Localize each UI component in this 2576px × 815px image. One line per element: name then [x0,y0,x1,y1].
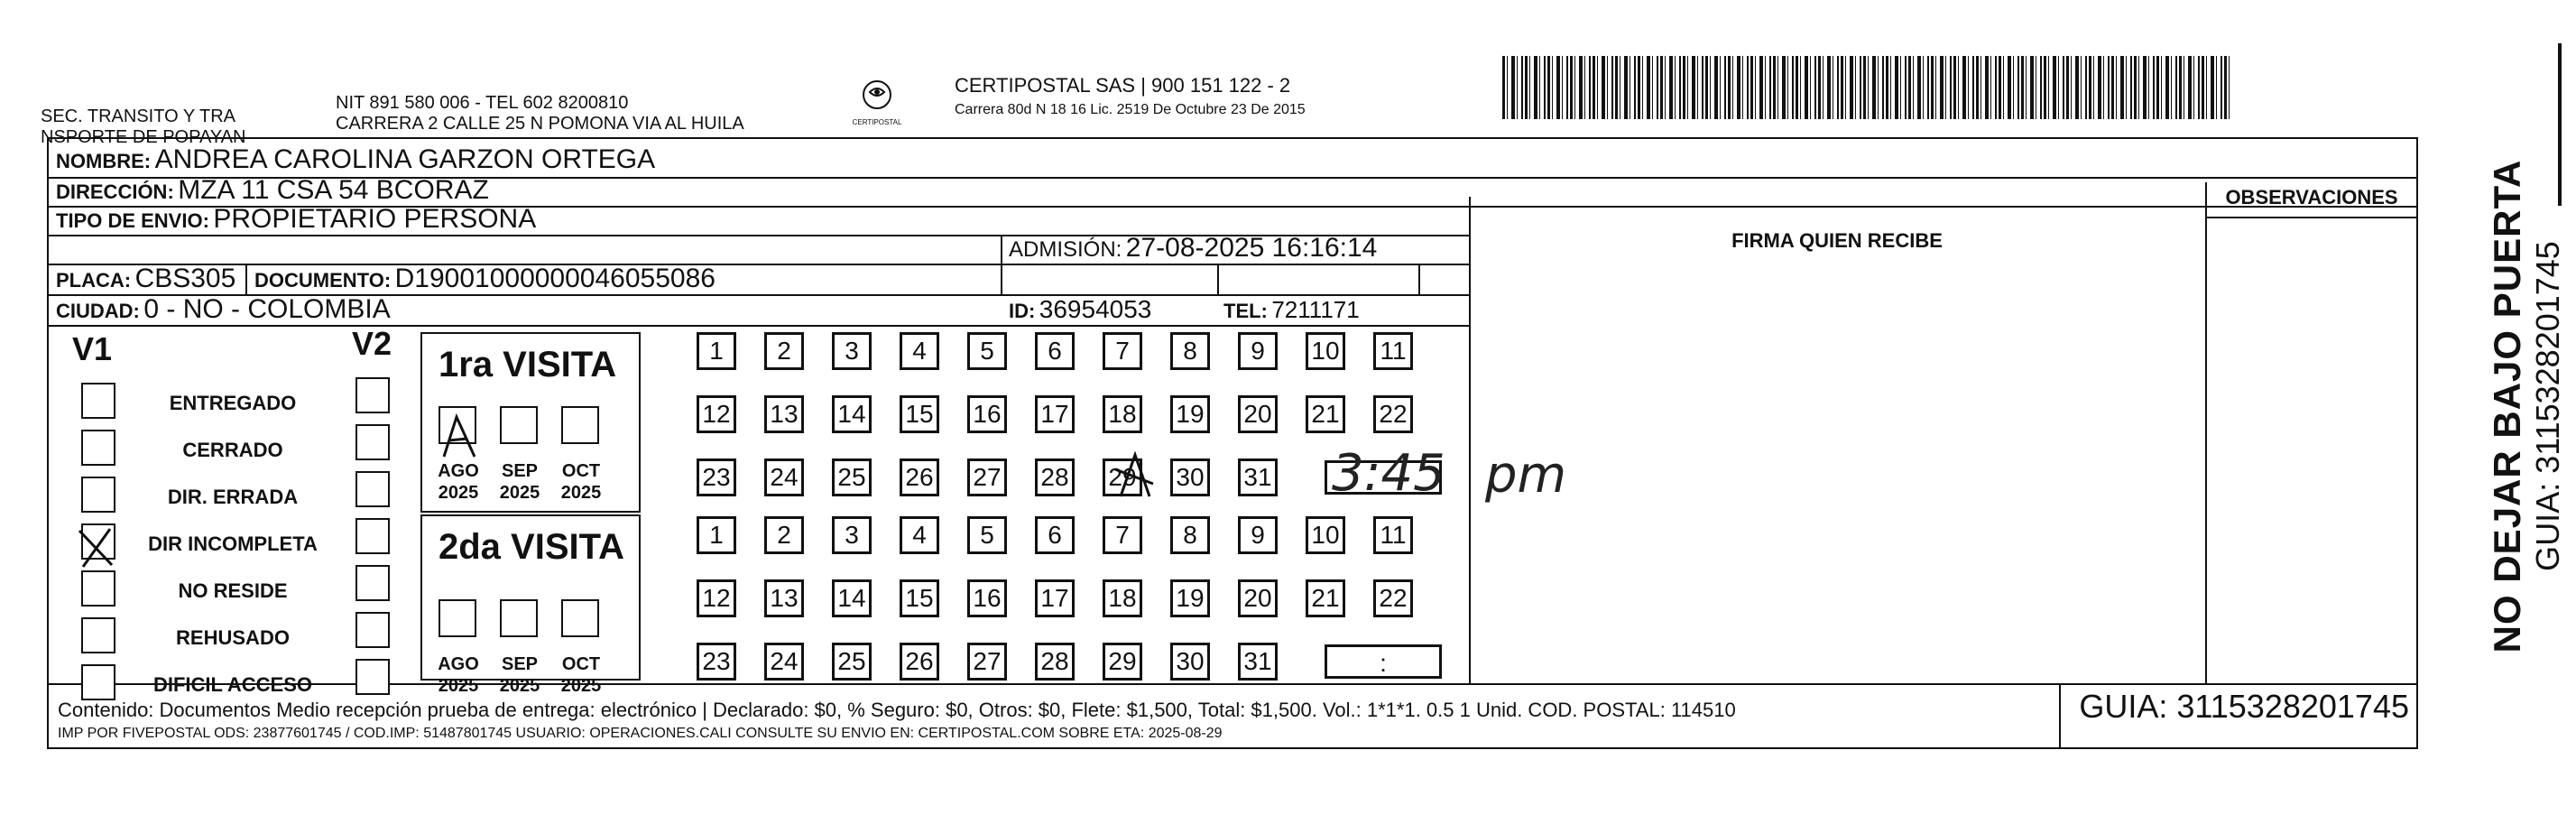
second-visit-day-box[interactable]: 29 [1103,643,1142,681]
second-visit-day-box[interactable]: 19 [1170,579,1210,617]
observaciones-header-rule [2205,217,2418,218]
month-name: AGO [438,461,479,481]
second-visit-day-box[interactable]: 10 [1306,516,1345,554]
first-visit-day-box[interactable]: 10 [1306,332,1345,370]
documento-label: DOCUMENTO: [254,269,392,292]
second-visit-day-box[interactable]: 15 [900,579,939,617]
month-name: AGO [438,654,479,674]
v1-checkbox[interactable] [81,383,115,419]
firma-column-divider [1469,197,1471,683]
status-reason-label: ENTREGADO [169,392,297,414]
nit-block [336,93,744,134]
v2-checkbox[interactable] [355,518,390,554]
second-visit-day-box[interactable]: 27 [967,643,1007,681]
v2-checkbox[interactable] [355,565,390,601]
status-reason-label: DIR. ERRADA [167,486,299,508]
placa-divider [245,264,247,294]
second-visit-day-box[interactable]: 7 [1103,516,1142,554]
first-visit-title: 1ra VISITA [439,345,617,384]
barcode [1502,56,2233,119]
month-year: 2025 [560,676,602,696]
first-visit-day-box[interactable]: 3 [832,332,872,370]
id-row [1009,294,1151,329]
ciudad-label: CIUDAD: [56,300,140,322]
status-reason-label: DIFICIL ACCESO [152,673,312,696]
first-visit-day-box[interactable]: 7 [1103,332,1142,370]
courier-line-2: Carrera 80d N 18 16 Lic. 2519 De Octubre 23 De 2015 [955,102,1306,117]
status-reason-label: REHUSADO [176,626,290,649]
direccion-label: DIRECCIÓN: [56,181,174,203]
first-visit-day-box[interactable]: 14 [832,395,872,433]
first-visit-day-box[interactable]: 25 [832,458,872,496]
tipo-envio-value: PROPIETARIO PERSONA [213,204,537,234]
admision-row [1009,233,1377,268]
ciudad-row [56,294,391,329]
first-visit-day-box[interactable]: 19 [1170,395,1210,433]
second-visit-day-box[interactable]: 20 [1238,579,1278,617]
second-visit-month-label [554,653,608,697]
issuer-line-2: NSPORTE DE POPAYAN [41,127,246,147]
second-visit-day-box[interactable]: 18 [1103,579,1142,617]
first-visit-day-box[interactable]: 28 [1035,458,1075,496]
first-visit-day-box[interactable]: 21 [1306,395,1345,433]
second-visit-day-box[interactable]: 5 [967,516,1007,554]
tel-label: TEL: [1223,300,1268,322]
first-visit-month-label [431,460,485,504]
guia-number: GUIA: 3115328201745 [2079,688,2409,725]
first-visit-day-box[interactable]: 16 [967,395,1007,433]
first-visit-month-label [554,460,608,504]
first-visit-day-box[interactable]: 2 [764,332,804,370]
id-value: 36954053 [1039,295,1152,323]
second-visit-day-box[interactable]: 25 [832,643,872,681]
imp-line: IMP POR FIVEPOSTAL ODS: 23877601745 / COD.IMP: 51487801745 USUARIO: OPERACIONES.CALI CONSULTE SU ENVIO EN: CERTIPOSTAL.COM SOBRE ETA: 2025-08-29 [58,726,1223,741]
second-visit-day-box[interactable]: 13 [764,579,804,617]
courier-line-1: CERTIPOSTAL SAS | 900 151 122 - 2 [955,74,1291,97]
first-visit-month-box[interactable] [561,406,599,444]
tel-row [1223,294,1360,329]
v1-checkbox[interactable] [81,570,115,607]
observaciones-column-divider [2205,182,2207,683]
status-reason-label: NO RESIDE [178,579,288,602]
first-visit-month-box[interactable] [500,406,538,444]
second-visit-day-box[interactable]: 8 [1170,516,1210,554]
ciudad-value: 0 - NO - COLOMBIA [143,294,391,324]
nit-line-2: CARRERA 2 CALLE 25 N POMONA VIA AL HUILA [336,114,744,134]
v2-checkbox[interactable] [355,471,390,507]
month-year: 2025 [438,676,479,696]
second-visit-month-box[interactable] [439,599,476,637]
second-visit-day-box[interactable]: 1 [697,516,736,554]
first-visit-day-box[interactable]: 30 [1170,458,1210,496]
first-visit-day-box[interactable]: 23 [697,458,736,496]
second-visit-day-box[interactable]: 30 [1170,643,1210,681]
tel-divider [1217,264,1219,294]
month-name: SEP [501,461,539,481]
month-year: 2025 [438,483,479,503]
documento-value: D19001000000046055086 [394,264,716,293]
nombre-value: ANDREA CAROLINA GARZON ORTEGA [154,144,656,174]
footer-divider [49,683,2416,685]
delivery-form [47,137,2418,749]
second-visit-day-box[interactable]: 3 [832,516,872,554]
second-visit-day-box[interactable]: 24 [764,643,804,681]
first-visit-day-box[interactable]: 27 [967,458,1007,496]
side-guia: GUIA: 3115328201745 [2529,241,2566,571]
admision-divider [1001,235,1002,294]
time-field-second-visit[interactable]: : [1325,644,1442,679]
no-dejar-bajo-puerta: NO DEJAR BAJO PUERTA [2486,159,2528,653]
edge-mark [2558,43,2562,206]
content-line: Contenido: Documentos Medio recepción prueba de entrega: electrónico | Declarado: $0, % Seguro: $0, Otros: $0, Flete: $1,500, Total: $1,500. Vol.: 1*1*1. 0.5 1 Unid. COD. POSTAL: 114510 [58,699,1736,721]
tipo-envio-row [56,204,536,239]
second-visit-day-box[interactable]: 12 [697,579,736,617]
first-visit-day-box[interactable]: 15 [900,395,939,433]
certipostal-logo [841,79,913,137]
v2-checkbox[interactable] [355,424,390,460]
second-visit-day-box[interactable]: 9 [1238,516,1278,554]
nombre-label: NOMBRE: [56,150,152,172]
handwritten-pm: pm [1485,446,1567,505]
second-visit-month-box[interactable] [500,599,538,637]
second-visit-day-box[interactable]: 4 [900,516,939,554]
second-visit-day-box[interactable]: 16 [967,579,1007,617]
handwritten-time: 3:45 [1332,444,1445,503]
admision-value: 27-08-2025 16:16:14 [1125,233,1378,263]
month-name: OCT [561,461,601,481]
second-visit-day-box[interactable]: 21 [1306,579,1345,617]
second-visit-day-box[interactable]: 6 [1035,516,1075,554]
v2-header: V2 [352,325,392,362]
second-visit-day-box[interactable]: 23 [697,643,736,681]
month-name: OCT [561,654,601,674]
handwritten-check-ago-icon [437,412,482,462]
first-visit-day-box[interactable]: 29 [1103,458,1142,496]
second-visit-day-box[interactable]: 2 [764,516,804,554]
first-visit-day-box[interactable]: 4 [900,332,939,370]
second-visit-day-box[interactable]: 11 [1373,516,1413,554]
status-reason-label: DIR INCOMPLETA [148,533,318,555]
side-notice [2486,160,2567,653]
first-visit-day-box[interactable]: 20 [1238,395,1278,433]
admision-label: ADMISIÓN: [1009,237,1122,262]
first-visit-day-box[interactable]: 24 [764,458,804,496]
first-visit-day-box[interactable]: 5 [967,332,1007,370]
handwritten-check-dir-incompleta-icon [76,525,117,570]
first-visit-day-box[interactable]: 11 [1373,332,1413,370]
firma-header: FIRMA QUIEN RECIBE [1731,229,1943,252]
v2-checkbox[interactable] [355,612,390,648]
tipo-envio-label: TIPO DE ENVIO: [56,209,209,232]
observaciones-header: OBSERVACIONES [2225,186,2398,208]
second-visit-day-box[interactable]: 31 [1238,643,1278,681]
first-visit-day-box[interactable]: 1 [697,332,736,370]
tel-value: 7211171 [1271,296,1360,323]
first-visit-day-box[interactable]: 31 [1238,458,1278,496]
status-reason-label: CERRADO [182,439,283,461]
v1-checkbox[interactable] [81,477,115,513]
first-visit-day-box[interactable]: 13 [764,395,804,433]
second-visit-day-box[interactable]: 14 [832,579,872,617]
id-label: ID: [1009,300,1036,322]
month-year: 2025 [499,676,540,696]
second-visit-day-box[interactable]: 26 [900,643,939,681]
issuer-line-1: SEC. TRANSITO Y TRA [41,107,235,126]
second-visit-day-box[interactable]: 22 [1373,579,1413,617]
v1-checkbox[interactable] [81,617,115,653]
second-visit-title: 2da VISITA [439,527,624,567]
tel-end-divider [1418,264,1420,294]
guia-divider [2059,683,2061,747]
first-visit-day-box[interactable]: 6 [1035,332,1075,370]
v1-header: V1 [72,330,113,367]
first-visit-day-box[interactable]: 18 [1103,395,1142,433]
v1-checkbox[interactable] [81,664,115,700]
v1-checkbox[interactable] [81,430,115,466]
handwritten-mark-day-29-icon [1112,451,1157,502]
v2-checkbox[interactable] [355,659,390,695]
month-year: 2025 [499,483,540,503]
logo-emblem-icon [862,79,892,110]
first-visit-day-box[interactable]: 9 [1238,332,1278,370]
v2-checkbox[interactable] [355,377,390,413]
logo-text: CERTIPOSTAL [852,118,902,126]
second-visit-day-box[interactable]: 17 [1035,579,1075,617]
month-year: 2025 [560,483,602,503]
placa-label: PLACA: [56,269,132,292]
second-visit-month-label [431,653,485,697]
second-visit-month-label [493,653,547,697]
first-visit-month-label [493,460,547,504]
first-visit-day-box[interactable]: 8 [1170,332,1210,370]
first-visit-day-box[interactable]: 26 [900,458,939,496]
second-visit-month-box[interactable] [561,599,599,637]
nit-line-1: NIT 891 580 006 - TEL 602 8200810 [336,93,629,113]
second-visit-day-box[interactable]: 28 [1035,643,1075,681]
first-visit-day-box[interactable]: 17 [1035,395,1075,433]
first-visit-day-box[interactable]: 22 [1373,395,1413,433]
month-name: SEP [501,654,539,674]
placa-value: CBS305 [134,264,236,293]
first-visit-day-box[interactable]: 12 [697,395,736,433]
direccion-value: MZA 11 CSA 54 BCORAZ [178,175,489,205]
courier-block [955,75,1306,120]
